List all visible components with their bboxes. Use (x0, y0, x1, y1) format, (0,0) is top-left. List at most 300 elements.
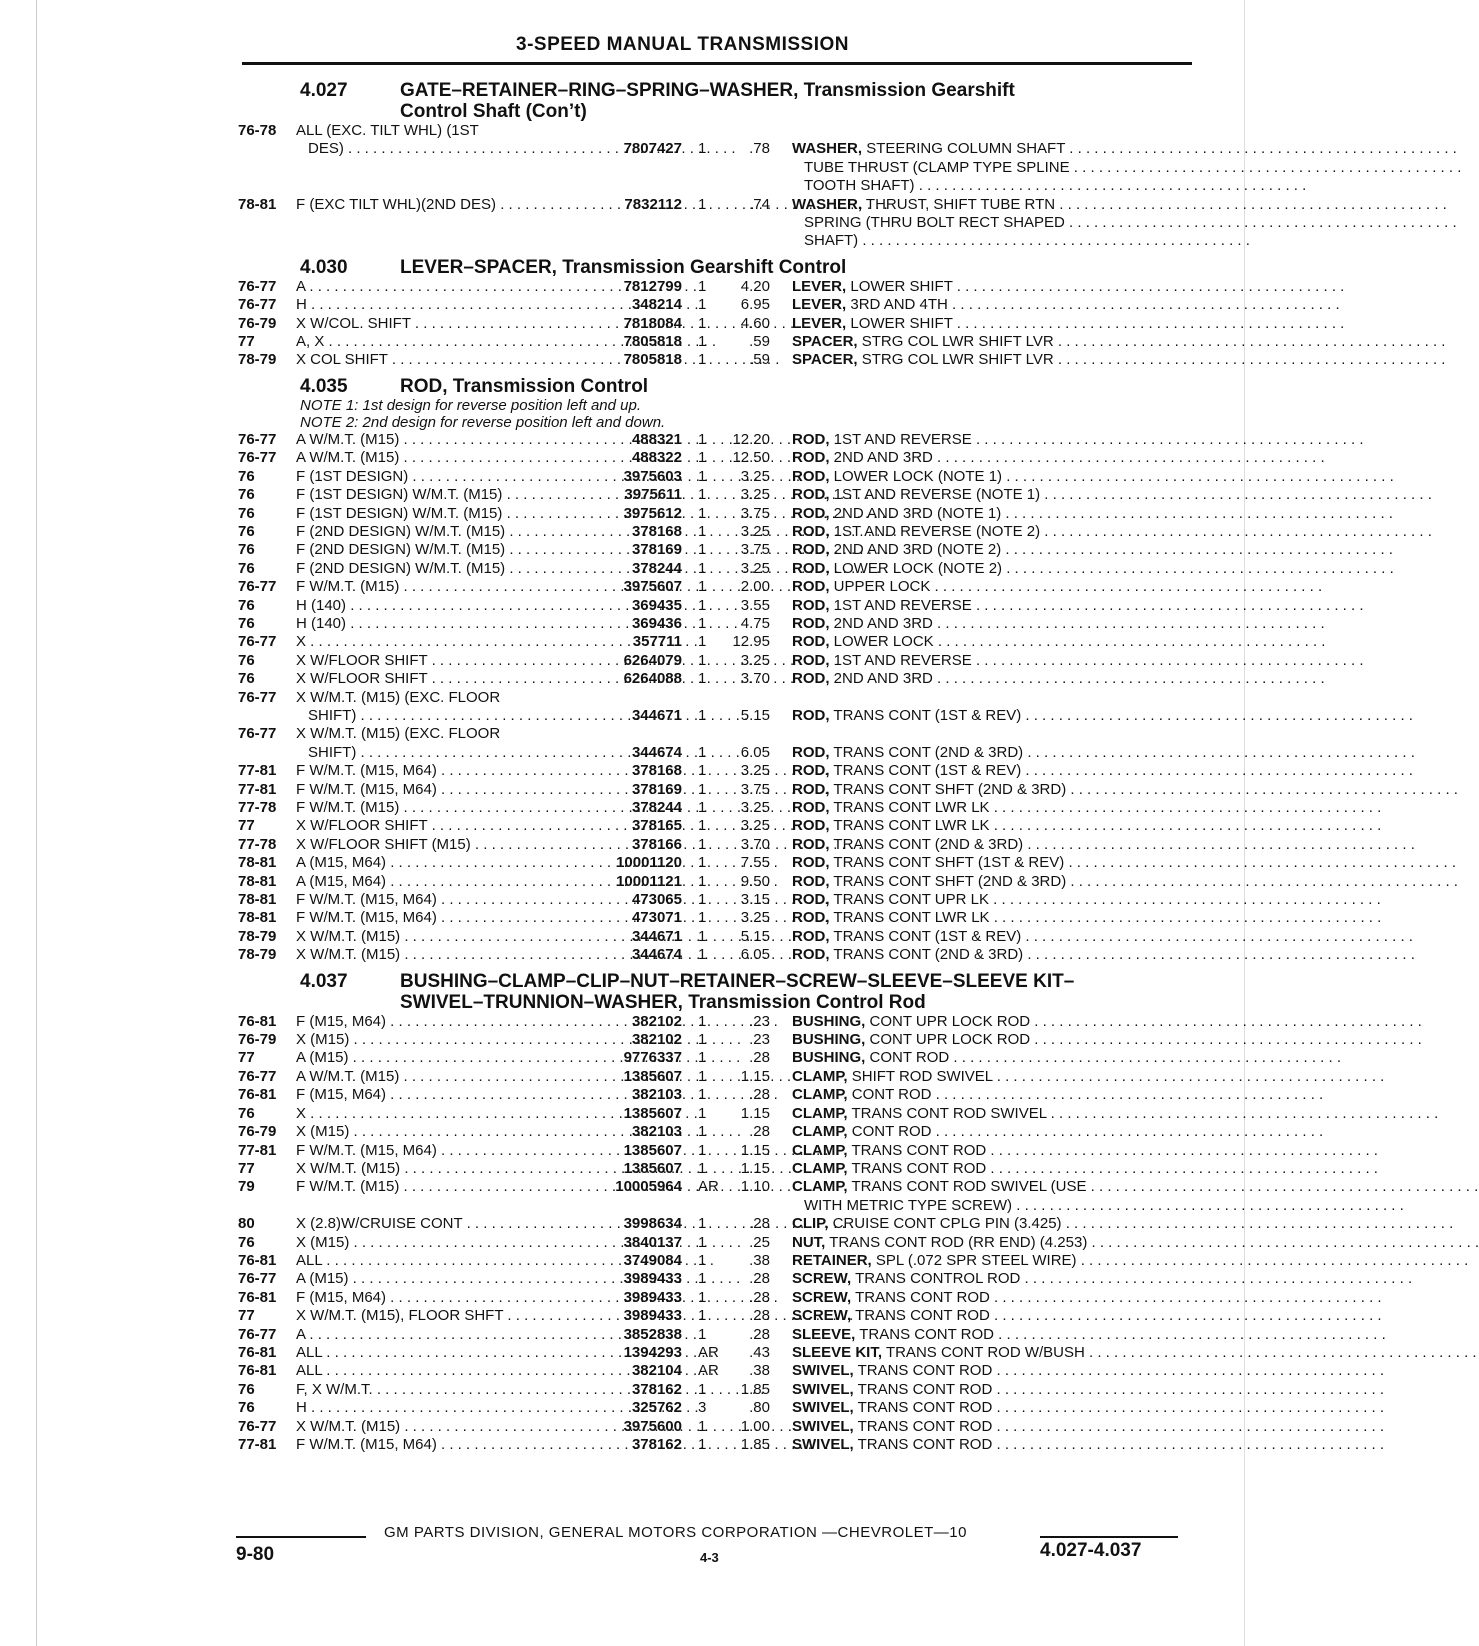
part-row (238, 278, 1188, 296)
quantity: 1 (698, 1012, 707, 1030)
part-name: CLAMP, (792, 1159, 848, 1177)
model-years: 76-78 (238, 122, 277, 139)
part-detail: TRANS CONT ROD (857, 1380, 993, 1398)
part-row (238, 891, 1188, 909)
part-detail: 3RD AND 4TH (850, 296, 948, 314)
part-description (792, 799, 1202, 817)
part-row (238, 232, 1188, 250)
part-number: 378169 (631, 541, 682, 559)
application: X W/FLOOR SHIFT (M15) . . . (296, 836, 574, 854)
header-rule (242, 62, 1192, 65)
model-years: 76 (238, 1104, 255, 1122)
part-name: ROD, (792, 946, 830, 964)
part-row (238, 762, 1188, 780)
model-years: 77 (238, 817, 255, 835)
model-years: 79 (238, 1178, 255, 1196)
model-years: 78-79 (238, 927, 277, 945)
application: F, X W/M.T. . . . (296, 1381, 574, 1399)
part-name: ROD, (792, 872, 830, 890)
model-years: 76 (238, 1233, 255, 1251)
quantity: 1 (698, 670, 707, 688)
part-description (792, 633, 1202, 651)
part-description (792, 1362, 1202, 1380)
parts-listing (238, 74, 1188, 1454)
part-row (238, 633, 1188, 651)
part-number: 382103 (631, 1123, 682, 1141)
part-description (792, 670, 1202, 688)
application: F (1ST DESIGN) W/M.T. (M15) . . . (296, 505, 574, 523)
part-number: 369435 (631, 596, 682, 614)
part-row (238, 615, 1188, 633)
part-row (238, 333, 1188, 351)
application: X (M15) . . . (296, 1031, 574, 1049)
part-number (574, 177, 682, 195)
application (296, 214, 574, 232)
quantity: 1 (698, 504, 707, 522)
part-name: WASHER, (792, 195, 863, 213)
part-row (238, 909, 1188, 927)
part-detail: TRANS CONT ROD (857, 1436, 993, 1453)
quantity (682, 214, 714, 232)
application: H (140) . . . (296, 615, 574, 633)
part-detail: TRANS CONT ROD (857, 1417, 993, 1435)
part-description (792, 891, 1202, 909)
price: 1.15 (740, 1141, 770, 1159)
part-description (792, 468, 1202, 486)
application: X W/M.T. (M15) . . . (296, 1160, 574, 1178)
application: F (M15, M64) . . . (296, 1013, 574, 1031)
price: 6.05 (740, 743, 770, 761)
part-number: 382102 (631, 1031, 682, 1049)
application: X W/COL. SHIFT . . . (296, 315, 574, 333)
model-years (238, 214, 296, 232)
application: F (EXC TILT WHL)(2ND DES) . . . (296, 196, 574, 214)
application: SHIFT) . . . (296, 744, 574, 762)
part-row (238, 159, 1188, 177)
part-description (792, 1252, 1202, 1270)
part-number: 7807427 (623, 140, 682, 158)
part-row (238, 1086, 1188, 1104)
part-detail: TRANS CONT ROD (857, 1362, 993, 1380)
application: F W/M.T. (M15) . . . (296, 1178, 574, 1196)
quantity: 1 (698, 1325, 707, 1343)
model-years: 76-77 (238, 1270, 277, 1288)
part-row (238, 1270, 1188, 1288)
footer-rule-left (236, 1536, 366, 1538)
part-number: 344671 (631, 706, 682, 724)
part-number: 3975603 (623, 467, 682, 485)
part-number: 348214 (631, 296, 682, 314)
part-description (792, 1086, 1202, 1104)
part-row (238, 1031, 1188, 1049)
part-name: RETAINER, (792, 1251, 872, 1269)
model-years: 78-81 (238, 872, 277, 890)
part-description (792, 946, 1202, 964)
part-name: ROD, (792, 486, 830, 504)
price: 3.25 (740, 522, 770, 540)
section-title (400, 971, 1160, 1013)
part-name: SWIVEL, (792, 1362, 854, 1380)
footer-rule-right (1040, 1536, 1178, 1538)
price: 3.25 (740, 559, 770, 577)
part-number: 10001121 (616, 872, 682, 890)
part-description (792, 505, 1202, 523)
model-years: 77 (238, 333, 255, 351)
part-detail: TRANS CONT SHFT (2ND & 3RD) (833, 872, 1067, 890)
price: 9.50 (740, 872, 770, 890)
part-name: CLAMP, (792, 1086, 848, 1104)
quantity: 1 (698, 891, 707, 909)
application: F W/M.T. (M15) . . . (296, 799, 574, 817)
price: 3.25 (740, 762, 770, 780)
price: 3.75 (740, 541, 770, 559)
part-description (792, 1307, 1202, 1325)
model-years: 76-77 (238, 449, 277, 467)
part-row (238, 1307, 1188, 1325)
quantity: 1 (698, 946, 707, 964)
quantity: 1 (698, 1233, 707, 1251)
section-heading (238, 80, 1188, 122)
part-description (792, 122, 1202, 140)
part-name: SLEEVE KIT, (792, 1343, 883, 1361)
quantity: 1 (698, 1380, 707, 1398)
model-years: 76 (238, 651, 255, 669)
part-number (574, 122, 682, 140)
part-row (238, 1215, 1188, 1233)
part-description (792, 928, 1202, 946)
part-detail: TRANS CONTROL ROD (855, 1270, 1021, 1288)
price: .28 (749, 1270, 770, 1288)
quantity: 1 (698, 314, 707, 332)
part-row (238, 652, 1188, 670)
application: F W/M.T. (M15, M64) . . . (296, 762, 574, 780)
part-detail: 2ND AND 3RD (833, 614, 933, 632)
quantity: 1 (698, 1288, 707, 1306)
footer-date: 9-80 (236, 1544, 275, 1565)
part-number: 6264088 (623, 670, 682, 688)
quantity: 1 (698, 817, 707, 835)
application: F W/M.T. (M15, M64) . . . (296, 891, 574, 909)
part-name: ROD, (792, 541, 830, 559)
section-subtitle: Control Shaft (Con’t) (400, 101, 587, 122)
model-years: 77-81 (238, 1141, 277, 1159)
application: A (M15) . . . (296, 1270, 574, 1288)
part-name: ROD, (792, 835, 830, 853)
price: 1.15 (740, 1159, 770, 1177)
part-detail: 2ND AND 3RD (833, 670, 933, 688)
part-number: 382104 (631, 1362, 682, 1380)
part-row (238, 122, 1188, 140)
part-detail: LOWER LOCK (NOTE 1) (833, 467, 1003, 485)
quantity: 1 (698, 449, 707, 467)
part-description (792, 1381, 1202, 1399)
part-detail: THRUST, SHIFT TUBE RTN (865, 195, 1056, 213)
model-years (238, 707, 296, 725)
part-number: 378168 (631, 522, 682, 540)
part-name: SWIVEL, (792, 1417, 854, 1435)
part-name: ROD, (792, 430, 830, 448)
price: 3.15 (740, 891, 770, 909)
part-number: 378162 (631, 1380, 682, 1398)
model-years: 77-78 (238, 799, 277, 816)
part-detail: CONT ROD (851, 1086, 932, 1104)
part-detail: CONT ROD (869, 1049, 950, 1067)
model-years: 77-81 (238, 780, 277, 798)
part-description (792, 1215, 1202, 1233)
part-number: 7812799 (623, 277, 682, 295)
price: 12.95 (732, 633, 770, 651)
section-note: NOTE 1: 1st design for reverse position left and up. (300, 396, 642, 414)
part-description (792, 296, 1202, 314)
quantity: 1 (698, 522, 707, 540)
part-description (792, 449, 1202, 467)
price: .28 (749, 1215, 770, 1233)
model-years (238, 744, 296, 762)
part-detail: TRANS CONT ROD W/BUSH (885, 1343, 1085, 1361)
part-detail: CONT UPR LOCK ROD (869, 1012, 1031, 1030)
part-name: SCREW, (792, 1307, 852, 1325)
part-description (792, 1418, 1202, 1436)
part-detail: SPL (.072 SPR STEEL WIRE) (875, 1251, 1077, 1269)
application: SHIFT) . . . (296, 707, 574, 725)
part-description (792, 1234, 1202, 1252)
application: H . . . (296, 1399, 574, 1417)
application: X W/M.T. (M15) . . . (296, 1418, 574, 1436)
quantity: 1 (698, 854, 707, 872)
application: X . . . (296, 1105, 574, 1123)
part-number: 344674 (631, 946, 682, 964)
quantity: 1 (698, 909, 707, 927)
part-description (792, 1197, 1202, 1215)
part-number: 1385607 (623, 1159, 682, 1177)
part-number: 3989433 (623, 1307, 682, 1325)
part-number: 7805818 (623, 333, 682, 351)
part-name: CLAMP, (792, 1104, 848, 1122)
part-number: 3852838 (623, 1325, 682, 1343)
part-number: 3840137 (623, 1233, 682, 1251)
part-row (238, 1289, 1188, 1307)
quantity: 1 (698, 1141, 707, 1159)
part-number: 3975611 (624, 486, 682, 504)
price: 3.70 (740, 670, 770, 688)
application: X W/M.T. (M15) (EXC. FLOOR (296, 725, 501, 743)
model-years: 80 (238, 1215, 255, 1233)
model-years: 76-81 (238, 1086, 277, 1104)
part-number: 378244 (631, 559, 682, 577)
quantity: 1 (698, 195, 707, 213)
model-years: 76 (238, 614, 255, 632)
model-years: 76-81 (238, 1343, 277, 1361)
part-description (792, 817, 1202, 835)
part-number: 473071 (631, 909, 682, 927)
quantity: 1 (698, 1417, 707, 1435)
part-number: 488321 (631, 430, 682, 448)
part-description (792, 1105, 1202, 1123)
part-name: ROD, (792, 780, 830, 798)
price: 6.95 (740, 296, 770, 314)
quantity: 3 (698, 1399, 707, 1417)
part-row (238, 1197, 1188, 1215)
part-name: ROD, (792, 891, 830, 909)
part-row (238, 541, 1188, 559)
price: 3.55 (740, 596, 770, 614)
part-number: 10005964 (615, 1178, 682, 1196)
price: 2.00 (740, 578, 770, 596)
part-row (238, 1344, 1188, 1362)
part-detail: SHIFT ROD SWIVEL (851, 1067, 993, 1085)
part-description (792, 1160, 1202, 1178)
quantity: 1 (698, 743, 707, 761)
part-row (238, 1399, 1188, 1417)
section-heading (238, 376, 1188, 397)
part-detail: TRANS CONT (1ST & REV) (833, 927, 1022, 945)
price: .59 (749, 351, 770, 369)
part-description (792, 541, 1202, 559)
price: 3.25 (740, 486, 770, 504)
price: .38 (749, 1362, 770, 1380)
section-note: NOTE 2: 2nd design for reverse position left and down. (300, 413, 666, 431)
part-number (574, 159, 682, 177)
application: X W/FLOOR SHIFT . . . (296, 652, 574, 670)
application: ALL . . . (296, 1252, 574, 1270)
part-detail: 2ND AND 3RD (833, 449, 933, 467)
part-row (238, 1068, 1188, 1086)
part-description (792, 762, 1202, 780)
application: F W/M.T. (M15) . . . (296, 578, 574, 596)
part-detail: LOWER LOCK (833, 633, 934, 651)
application (296, 232, 574, 250)
part-name: CLAMP, (792, 1067, 848, 1085)
price: 4.20 (740, 277, 770, 295)
part-name: ROD, (792, 633, 830, 651)
part-description (792, 1289, 1202, 1307)
application: F W/M.T. (M15, M64) . . . (296, 781, 574, 799)
price (714, 122, 792, 140)
part-number (574, 689, 682, 707)
price (714, 232, 792, 250)
part-description (792, 1142, 1202, 1160)
part-detail: TRANS CONT ROD (851, 1159, 987, 1177)
price: 6.05 (740, 946, 770, 964)
price: 1.85 (740, 1380, 770, 1398)
part-name: SLEEVE, (792, 1325, 856, 1343)
part-detail: TRANS CONT ROD (855, 1288, 990, 1306)
part-name: ROD, (792, 504, 830, 522)
part-description (792, 560, 1202, 578)
part-number: 378162 (631, 1436, 682, 1453)
part-detail: TRANS CONT ROD SWIVEL (851, 1104, 1047, 1122)
part-name: ROD, (792, 449, 830, 467)
application: X W/M.T. (M15), FLOOR SHFT . . . . (296, 1307, 574, 1325)
application: A W/M.T. (M15) . . . (296, 1068, 574, 1086)
price: 12.50 (732, 449, 770, 467)
part-name: ROD, (792, 706, 830, 724)
part-number: 1394293 (623, 1343, 682, 1361)
part-number: 1385607 (623, 1067, 682, 1085)
price: .28 (749, 1288, 770, 1306)
part-detail: TRANS CONT ROD (855, 1307, 990, 1325)
section-title (400, 376, 1160, 397)
quantity: 1 (698, 578, 707, 596)
part-number: 3998634 (623, 1215, 682, 1233)
section-heading (238, 971, 1188, 1013)
part-number: 378244 (631, 799, 682, 816)
part-description (792, 836, 1202, 854)
quantity: 1 (698, 799, 707, 816)
price: 1.10 (740, 1178, 770, 1196)
model-years: 76 (238, 504, 255, 522)
model-years: 76 (238, 559, 255, 577)
part-description (792, 909, 1202, 927)
part-name: SCREW, (792, 1288, 852, 1306)
application: X W/M.T. (M15) . . . (296, 928, 574, 946)
quantity: 1 (698, 633, 707, 651)
quantity: 1 (698, 1215, 707, 1233)
part-row (238, 1178, 1188, 1196)
quantity: 1 (698, 872, 707, 890)
section-number: 4.030 (300, 256, 348, 278)
part-row (238, 449, 1188, 467)
part-number: 473065 (631, 891, 682, 909)
application: F W/M.T. (M15, M64) . . . (296, 1142, 574, 1160)
quantity: 1 (698, 706, 707, 724)
model-years (238, 1197, 296, 1215)
application: X W/FLOOR SHIFT . . . (296, 817, 574, 835)
part-description (792, 1178, 1202, 1196)
part-name: LEVER, (792, 314, 847, 332)
part-name: ROD, (792, 762, 830, 780)
part-description (792, 781, 1202, 799)
section-subtitle: SWIVEL–TRUNNION–WASHER, Transmission Control Rod (400, 991, 926, 1013)
part-detail: TRANS CONT LWR LK (833, 909, 990, 927)
model-years: 76 (238, 670, 255, 688)
application: X W/M.T. (M15) . . . (296, 946, 574, 964)
model-years: 76-79 (238, 314, 277, 332)
part-description (792, 873, 1202, 891)
part-description (792, 689, 1202, 707)
price: 3.25 (740, 799, 770, 816)
part-number: 488322 (631, 449, 682, 467)
quantity: 1 (698, 651, 707, 669)
part-row (238, 1252, 1188, 1270)
section-number: 4.037 (300, 970, 348, 992)
part-row (238, 351, 1188, 369)
part-row (238, 744, 1188, 762)
part-description (792, 707, 1202, 725)
price: .28 (749, 1049, 770, 1067)
quantity: 1 (698, 541, 707, 559)
part-row (238, 578, 1188, 596)
part-detail: CONT ROD (851, 1123, 932, 1141)
part-row (238, 431, 1188, 449)
part-row (238, 689, 1188, 707)
quantity: AR (698, 1362, 719, 1380)
application: F (2ND DESIGN) W/M.T. (M15) . . . (296, 560, 574, 578)
part-row (238, 505, 1188, 523)
part-number: 3989433 (623, 1288, 682, 1306)
quantity: 1 (698, 351, 707, 369)
part-name: SWIVEL, (792, 1436, 854, 1453)
part-row (238, 560, 1188, 578)
part-row (238, 523, 1188, 541)
part-number: 3975600 (623, 1417, 682, 1435)
part-name: ROD, (792, 854, 830, 872)
model-years: 76-77 (238, 1417, 277, 1435)
quantity: 1 (698, 333, 707, 351)
part-name: ROD, (792, 799, 830, 816)
application: X W/FLOOR SHIFT . . . (296, 670, 574, 688)
model-years: 78-79 (238, 946, 277, 964)
